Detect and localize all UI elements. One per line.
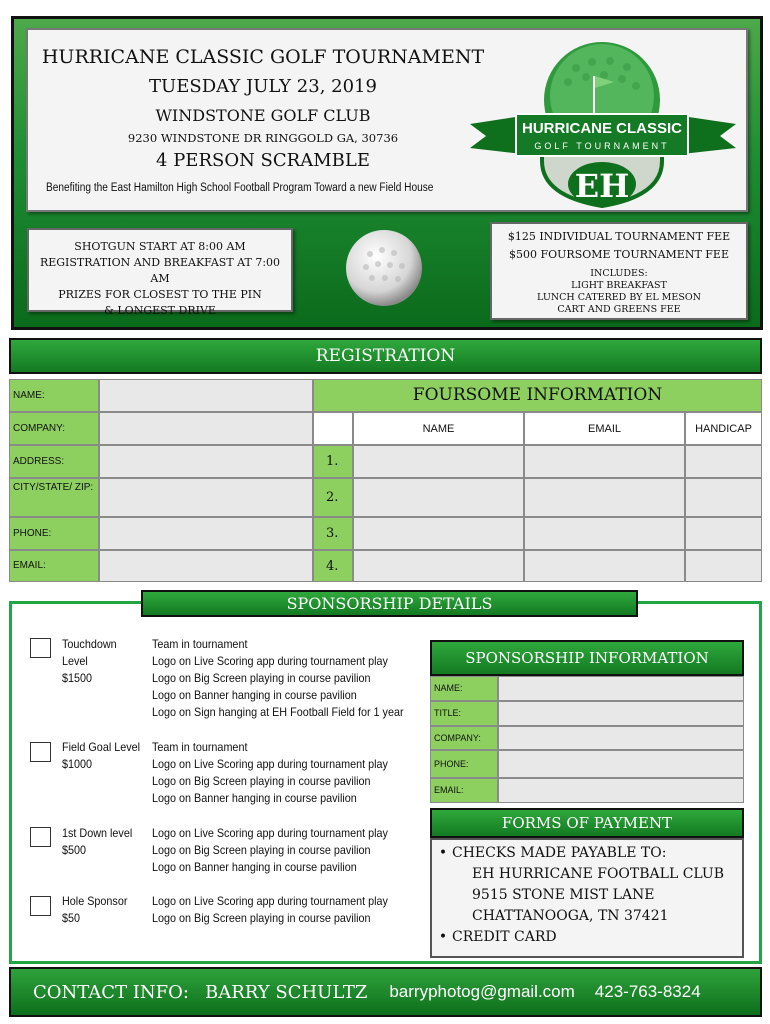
payee-line: CHATTANOOGA, TN 37421 [472, 908, 669, 924]
player4-name-field[interactable] [353, 550, 524, 582]
golf-ball-logo-icon [468, 36, 738, 208]
event-format: 4 PERSON SCRAMBLE [156, 150, 370, 171]
foursome-number-header [313, 412, 353, 445]
player2-email-field[interactable] [524, 478, 685, 517]
checks-line: CHECKS MADE PAYABLE TO: [452, 845, 667, 861]
tier-price: $50 [62, 911, 81, 925]
benefit-line: Logo on Live Scoring app during tournament play [152, 654, 388, 668]
tier-hole-sponsor [30, 893, 420, 929]
payment-header: FORMS OF PAYMENT [430, 808, 744, 838]
foursome-row-number: 2. [313, 478, 353, 517]
reg-label-city: CITY/STATE/ ZIP: [9, 478, 99, 517]
event-date: TUESDAY JULY 23, 2019 [149, 76, 377, 97]
venue-name: WINDSTONE GOLF CLUB [155, 106, 371, 125]
foursome-fee: $500 FOURSOME TOURNAMENT FEE [509, 248, 729, 261]
benefit-line: Logo on Big Screen playing in course pavilion [152, 843, 371, 857]
reg-company-field[interactable] [99, 412, 313, 445]
sponsor-name-field[interactable] [498, 676, 744, 701]
event-title: HURRICANE CLASSIC GOLF TOURNAMENT [41, 46, 485, 68]
player2-handicap-field[interactable] [685, 478, 762, 517]
tier-first-down [30, 825, 420, 877]
player4-email-field[interactable] [524, 550, 685, 582]
bullet-icon: • [438, 845, 448, 861]
player3-name-field[interactable] [353, 517, 524, 550]
sponsor-email-field[interactable] [498, 778, 744, 803]
golf-ball-icon [340, 226, 428, 310]
benefit-line: Logo on Big Screen playing in course pavilion [152, 774, 371, 788]
benefit-line: Logo on Big Screen playing in course pavilion [152, 911, 371, 925]
registration-header: REGISTRATION [9, 338, 762, 374]
reg-label-address: ADDRESS: [9, 445, 99, 478]
player3-email-field[interactable] [524, 517, 685, 550]
reg-phone-field[interactable] [99, 517, 313, 550]
tier-touchdown [30, 636, 420, 726]
tier-name: Hole Sponsor [62, 894, 128, 908]
schedule-line: REGISTRATION AND BREAKFAST AT 7:00 AM [39, 256, 281, 285]
schedule-line: & LONGEST DRIVE [104, 304, 216, 317]
reg-label-name: NAME: [9, 379, 99, 412]
tier-benefits [152, 739, 395, 807]
payee-line: EH HURRICANE FOOTBALL CLUB [472, 866, 725, 882]
includes-label: INCLUDES: [590, 268, 648, 279]
logo-monogram: EH [574, 167, 630, 205]
foursome-col-name: NAME [353, 412, 524, 445]
foursome-row-number: 4. [313, 550, 353, 582]
logo-line1: HURRICANE CLASSIC [521, 120, 683, 137]
tier-field-goal [30, 739, 420, 809]
benefit-line: Logo on Live Scoring app during tournament play [152, 757, 388, 771]
foursome-row-number: 1. [313, 445, 353, 478]
player1-handicap-field[interactable] [685, 445, 762, 478]
contact-label: CONTACT INFO: [33, 981, 189, 1003]
includes-item: LUNCH CATERED BY EL MESON [537, 292, 701, 303]
individual-fee: $125 INDIVIDUAL TOURNAMENT FEE [507, 230, 731, 243]
tier-name: Touchdown Level [62, 637, 117, 668]
schedule-line: SHOTGUN START AT 8:00 AM [74, 240, 246, 253]
credit-card-line: CREDIT CARD [452, 929, 557, 945]
reg-name-field[interactable] [99, 379, 313, 412]
benefit-line: Logo on Live Scoring app during tournament play [152, 894, 388, 908]
sponsor-label-email: EMAIL: [430, 778, 498, 803]
reg-email-field[interactable] [99, 550, 313, 582]
tier-price: $1000 [62, 757, 93, 771]
sponsor-label-name: NAME: [430, 676, 498, 701]
tier-benefits [152, 893, 395, 927]
sponsor-label-company: COMPANY: [430, 726, 498, 750]
benefit-line: Team in tournament [152, 740, 248, 754]
benefit-line: Logo on Live Scoring app during tournament play [152, 826, 388, 840]
reg-label-phone: PHONE: [9, 517, 99, 550]
venue-address: 9230 WINDSTONE DR RINGGOLD GA, 30736 [127, 131, 399, 145]
tier-price: $500 [62, 843, 87, 857]
contact-email-link[interactable]: barryphotog@gmail.com [389, 982, 575, 1001]
player3-handicap-field[interactable] [685, 517, 762, 550]
foursome-row-number: 3. [313, 517, 353, 550]
tournament-logo [468, 36, 738, 208]
reg-label-company: COMPANY: [9, 412, 99, 445]
tier-checkbox[interactable] [30, 827, 51, 847]
benefit-line: Logo on Banner hanging in course pavilion [152, 688, 357, 702]
includes-item: LIGHT BREAKFAST [571, 280, 667, 291]
tier-checkbox[interactable] [30, 742, 51, 762]
sponsor-company-field[interactable] [498, 726, 744, 750]
payee-line: 9515 STONE MIST LANE [472, 887, 655, 903]
foursome-col-email: EMAIL [524, 412, 685, 445]
benefit-line: Logo on Banner hanging in course pavilion [152, 860, 357, 874]
player2-name-field[interactable] [353, 478, 524, 517]
tier-benefits [152, 636, 404, 721]
contact-phone: 423-763-8324 [594, 982, 701, 1001]
sponsor-label-title: TITLE: [430, 701, 498, 726]
includes-item: CART AND GREENS FEE [557, 304, 681, 315]
player1-email-field[interactable] [524, 445, 685, 478]
tier-price: $1500 [62, 671, 93, 685]
tier-checkbox[interactable] [30, 896, 51, 916]
contact-name: BARRY SCHULTZ [204, 981, 368, 1003]
sponsor-label-phone: PHONE: [430, 750, 498, 778]
benefit-line: Logo on Banner hanging in course pavilion [152, 791, 357, 805]
bullet-icon: • [438, 929, 448, 945]
benefit-line: Logo on Big Screen playing in course pavilion [152, 671, 371, 685]
player4-handicap-field[interactable] [685, 550, 762, 582]
tier-name: Field Goal Level [62, 740, 141, 754]
benefit-text: Benefiting the East Hamilton High School Football Program Toward a new Field House [46, 182, 434, 194]
reg-city-field[interactable] [99, 478, 313, 517]
sponsorship-info-header: SPONSORSHIP INFORMATION [430, 640, 744, 676]
sponsorship-header: SPONSORSHIP DETAILS [141, 590, 638, 617]
contact-bar [9, 967, 762, 1017]
payment-box [430, 838, 744, 958]
tier-benefits [152, 825, 395, 876]
foursome-title: FOURSOME INFORMATION [313, 379, 762, 412]
schedule-box [27, 228, 293, 317]
sponsor-phone-field[interactable] [498, 750, 744, 778]
sponsor-title-field[interactable] [498, 701, 744, 726]
benefit-line: Logo on Sign hanging at EH Football Field for 1 year [152, 705, 404, 719]
tier-checkbox[interactable] [30, 638, 51, 658]
tier-name: 1st Down level [62, 826, 133, 840]
reg-address-field[interactable] [99, 445, 313, 478]
title-card [26, 28, 748, 212]
benefit-line: Team in tournament [152, 637, 248, 651]
reg-label-email: EMAIL: [9, 550, 99, 582]
foursome-col-handicap: HANDICAP [685, 412, 762, 445]
player1-name-field[interactable] [353, 445, 524, 478]
fees-box [490, 222, 748, 320]
logo-line2: GOLF TOURNAMENT [534, 141, 670, 151]
schedule-line: PRIZES FOR CLOSEST TO THE PIN [58, 288, 262, 301]
